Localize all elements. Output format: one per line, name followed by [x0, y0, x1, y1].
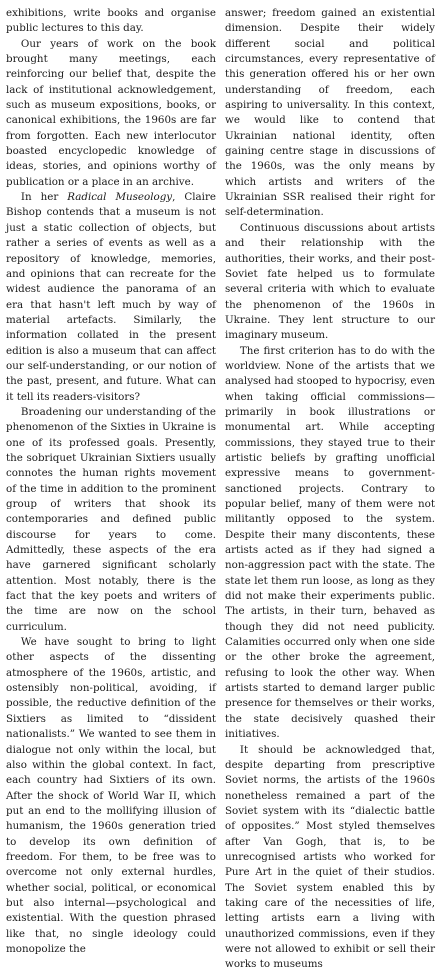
text-run: Continuous discussions about artists and their relationship with the authorities, their works, and their post-Soviet fate helped us to formulate several criteria with which to evaluate the phenomenon of the 1960s in Ukraine. They lent structure to our imaginary museum.: [225, 221, 435, 342]
paragraph: [225, 344, 435, 743]
paragraph-continued: [6, 6, 216, 37]
text-run: answer; freedom gained an existential dimension. Despite their widely different social and political circumstances, every representative of this generation offered his or her own understanding of freedom, each aspiring to universality. In this context, we would like to contend that Ukrainian national identity, often gaining centre stage in discussions of the 1960s, was the only means by which artists and writers of the Ukrainian SSR realised their right for self-determination.: [225, 7, 435, 219]
text-run: The first criterion has to do with the worldview. None of the artists that we analysed had stooped to hypocrisy, even when taking official commissions—primarily in book illustrations or monumental art. While accepting commissions, they stayed true to their artistic beliefs by grafting unofficial expressive means to government-sanctioned projects. Contrary to popular belief, many of them were not militantly opposed to the system. Despite their many discontents, these artists acted as if they had signed a non-aggression pact with the state. The state let them run loose, as long as they did not make their experiments public. The artists, in their turn, behaved as though they did not need publicity. Calamities occurred only when one side or the other broke the agreement, refusing to look the other way. When artists started to demand larger public presence for themselves or their works, the state decisively quashed their initiatives.: [225, 344, 436, 741]
text-run: In her: [20, 191, 68, 204]
text-run: Our years of work on the book brought many meetings, each reinforcing our belief that, despite the lack of institutional acknowledgement, such as museum expositions, books, or canonical exhibitions, the 1960s are far from forgotten. Each new interlocutor boasted encyclopedic knowledge of ideas, stories, and opinions worthy of publication or a place in an archive.: [6, 37, 216, 188]
paragraph: [6, 405, 216, 635]
text-column-left: [6, 6, 216, 955]
paragraph-continued: [225, 6, 435, 221]
text-run: , Claire Bishop contends that a museum is not just a static collection of objects, but rather a series of events as well as a repository of knowledge, memories, and opinions that can recreate for the widest audience the panorama of an era that hasn't left much by way of material artefacts. Similarly, the information collated in the present edition is also a museum that can affect our self-understanding, or our notion of the past, present, and future. What can it tell its readers-visitors?: [6, 191, 216, 403]
paragraph: [6, 37, 216, 190]
text-run: exhibitions, write books and organise public lectures to this day.: [6, 7, 216, 35]
text-run: We have sought to bring to light other aspects of the dissenting atmosphere of the 1960s, artistic, and ostensibly non-political, avoiding, if possible, the reductive definition of the Sixtiers as limited to “dissident nationalists.” We wanted to see them in dialogue not only within the local, but also within the global context. In fact, each country had Sixtiers of its own. After the shock of World War II, which put an end to the mollifying illusion of humanism, the 1960s generation tried to develop its own definition of freedom. For them, to be free was to overcome not only external hurdles, whether social, political, or economical but also internal—psychological and existential. With the question phrased like that, no single ideology could monopolize the: [6, 636, 216, 955]
text-column-right: [225, 6, 436, 971]
paragraph: [225, 221, 435, 344]
paragraph: [225, 743, 435, 973]
text-run: It should be acknowledged that, despite departing from prescriptive Soviet norms, the artists of the 1960s nonetheless remained a part of the Soviet system with its “dialectic battle of opposites.” Most styled themselves after Van Gogh, that is, to be unrecognised artists who worked for Pure Art in the quiet of their studios. The Soviet system enabled this by taking care of the necessities of life, letting artists earn a living with unauthorized commissions, even if they were not allowed to exhibit or sell their works to museums: [225, 743, 435, 971]
paragraph: [6, 635, 216, 957]
paragraph: [6, 190, 216, 405]
book-title-italic: Radical Museology: [67, 191, 173, 204]
text-run: Broadening our understanding of the phenomenon of the Sixties in Ukraine is one of its professed goals. Presently, the sobriquet Ukrainian Sixtiers usually connotes the human rights movement of the time in addition to the prominent group of writers that shook its contemporaries and defined public discourse for years to come. Admittedly, these aspects of the era have garnered significant scholarly attention. Most notably, there is the fact that the key poets and writers of the time are now on the school curriculum.: [6, 405, 216, 633]
